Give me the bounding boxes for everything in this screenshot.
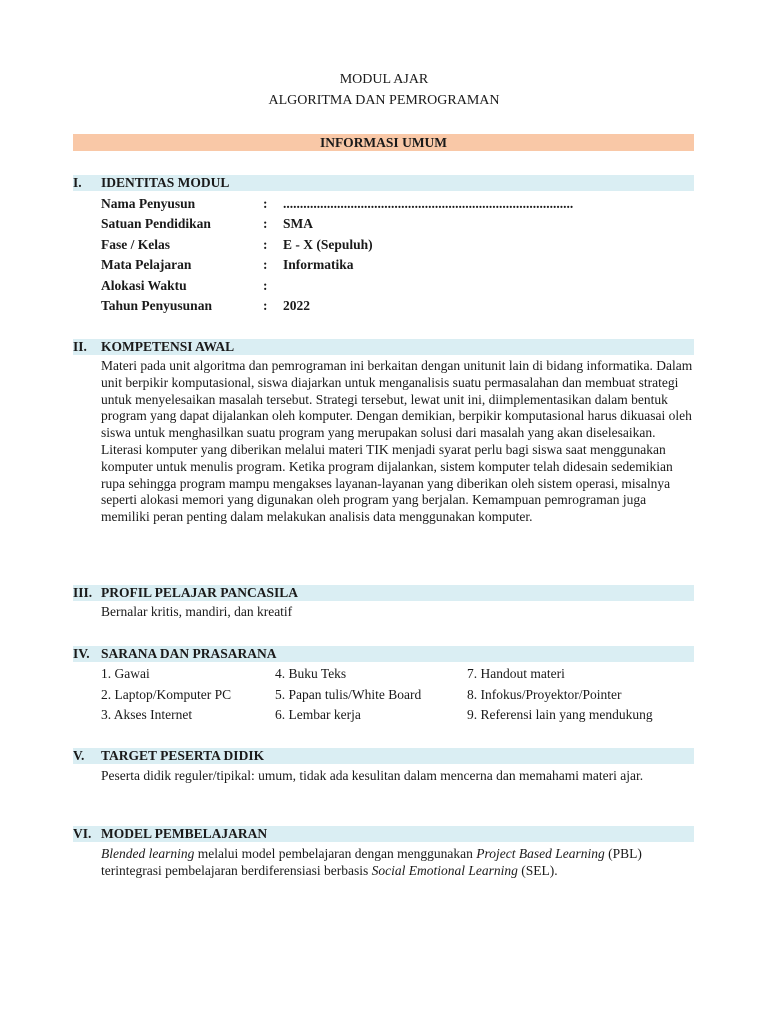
sarana-item: 3. Akses Internet <box>101 707 193 722</box>
identitas-key: Fase / Kelas <box>101 237 170 252</box>
section-header-model <box>73 826 694 842</box>
section-title: MODEL PEMBELAJARAN <box>101 826 268 841</box>
identitas-value: Informatika <box>283 257 354 272</box>
model-text-segment: (PBL) terintegrasi pembelajaran berdiferensiasi berbasis <box>101 846 642 878</box>
sarana-item: 8. Infokus/Proyektor/Pointer <box>467 687 622 702</box>
model-text-segment: (SEL). <box>517 862 558 878</box>
identitas-value: SMA <box>283 216 313 231</box>
sarana-item: 2. Laptop/Komputer PC <box>101 687 232 702</box>
sarana-item: 7. Handout materi <box>467 666 565 681</box>
identitas-colon: : <box>263 257 268 272</box>
model-text <box>101 846 695 880</box>
section-title: SARANA DAN PRASARANA <box>101 646 277 661</box>
profil-text: Bernalar kritis, mandiri, dan kreatif <box>101 604 293 619</box>
section-title: IDENTITAS MODUL <box>101 175 230 190</box>
identitas-colon: : <box>263 216 268 231</box>
info-umum-banner: INFORMASI UMUM <box>73 134 694 151</box>
model-blended-term: Blended learning <box>101 846 195 861</box>
kompetensi-paragraph-1: Materi pada unit algoritma dan pemrograman ini berkaitan dengan unitunit lain di bidang informatika. Dalam unit berpikir komputasional, siswa diajarkan untuk menganalisis suatu permasalahan dan membuat strategi untuk menyelesaikan masalah tersebut. Strategi tersebut, lewat unit ini, diimplementasikan dalam bentuk program yang dapat dijalankan oleh komputer. Dengan demikian, berpikir komputasional harus dikuasai oleh siswa untuk menghasilkan suatu program yang merupakan solusi dari masalah yang akan diselesaikan. <box>101 358 693 441</box>
sarana-item: 9. Referensi lain yang mendukung <box>467 707 653 722</box>
target-text: Peserta didik reguler/tipikal: umum, tidak ada kesulitan dalam mencerna dan memahami materi ajar. <box>101 768 644 783</box>
identitas-colon: : <box>263 237 268 252</box>
section-number: II. <box>73 339 87 354</box>
kompetensi-text <box>101 358 695 526</box>
identitas-value: 2022 <box>283 298 310 313</box>
identitas-key: Satuan Pendidikan <box>101 216 211 231</box>
identitas-colon: : <box>263 278 268 293</box>
section-header-sarana <box>73 646 694 662</box>
doc-title-line2: ALGORITMA DAN PEMROGRAMAN <box>268 93 500 108</box>
identitas-value: E - X (Sepuluh) <box>283 237 373 252</box>
section-number: III. <box>73 585 93 600</box>
identitas-key: Alokasi Waktu <box>101 278 187 293</box>
kompetensi-paragraph-2: Literasi komputer yang diberikan melalui materi TIK menjadi syarat perlu bagi siswa saat menggunakan komputer untuk menulis program. Ketika program dijalankan, sistem komputer telah didesain sedemikian rupa sehingga program mampu mengakses layanan-layanan yang diberikan oleh sistem operasi, misalnya seperti alokasi memori yang digunakan oleh program yang berjalan. Kemampuan pemrograman juga memiliki peran penting dalam melakukan analisis data menggunakan komputer. <box>101 441 673 525</box>
section-number: V. <box>73 748 85 763</box>
section-header-kompetensi <box>73 339 694 355</box>
section-header-target <box>73 748 694 764</box>
sarana-item: 1. Gawai <box>101 666 150 681</box>
section-header-identitas <box>73 175 694 191</box>
section-number: I. <box>73 175 82 190</box>
model-pbl-term: Project Based Learning <box>476 846 605 861</box>
doc-title-line1: MODUL AJAR <box>339 72 429 87</box>
section-number: IV. <box>73 646 90 661</box>
model-text-segment: melalui model pembelajaran dengan menggunakan <box>194 846 477 861</box>
identitas-colon: : <box>263 196 268 211</box>
section-title: TARGET PESERTA DIDIK <box>101 748 265 763</box>
section-title: PROFIL PELAJAR PANCASILA <box>101 585 299 600</box>
identitas-key: Mata Pelajaran <box>101 257 192 272</box>
identitas-key: Nama Penyusun <box>101 196 196 211</box>
section-number: VI. <box>73 826 92 841</box>
section-header-profil <box>73 585 694 601</box>
identitas-colon: : <box>263 298 268 313</box>
identitas-key: Tahun Penyusunan <box>101 298 212 313</box>
sarana-item: 6. Lembar kerja <box>275 707 361 722</box>
section-title: KOMPETENSI AWAL <box>101 339 235 354</box>
sarana-item: 5. Papan tulis/White Board <box>275 687 422 702</box>
model-sel-term: Social Emotional Learning <box>371 862 518 878</box>
identitas-value: ...................................................................................... <box>283 196 574 211</box>
sarana-item: 4. Buku Teks <box>275 666 347 681</box>
